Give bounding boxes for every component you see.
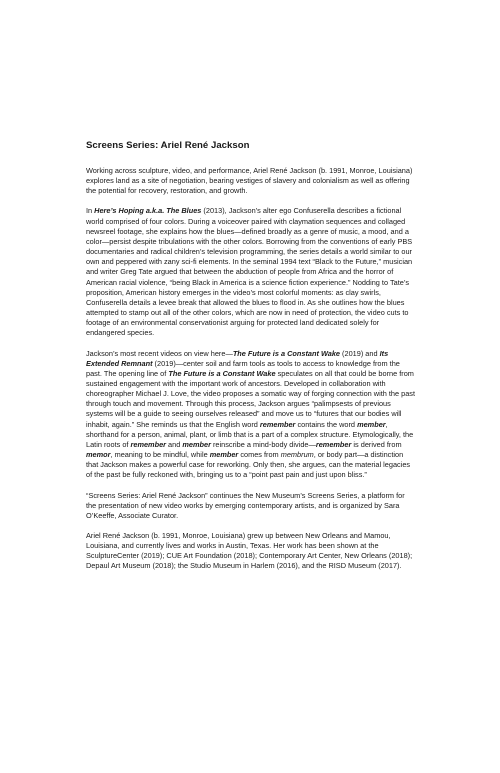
paragraph-recent-videos [86,349,416,481]
work-title: The Future is a Constant Wake [168,368,276,378]
text-run: In [86,206,95,216]
emphasized-word: membrum [280,450,314,460]
text-run: (2013), Jackson’s alter ego Confuserella describes a fictional world comprised of four colors. During a voiceover paired with claymation sequences and collaged newsreel footage, she explains how the blues—defined broadly as a genre of music, a mood, and a color—persist despite tribulations with the other colors. Borrowing from the conventions of early PBS documentaries and radical children’s television programming, the series details a world similar to our own and peppered with zany sci-fi elements. In the seminal 1994 text “Black to the Future,” musician and writer Greg Tate argued that between the abduction of people from Africa and the horror of American racial violence, “being Black in America is a science fiction experience.” Nodding to Tate’s proposition, American history emerges in the video’s most colorful moments: as clay swirls, Confuserella details a levee break that allowed the blues to flood in. As she outlines how the blues attempted to stamp out all of the other colors, which are now in need of protection, the video cuts to footage of an environmental conservationist arguing for protected land dedicated solely for endangered species. [86,206,413,338]
emphasized-word: remember [130,439,167,449]
text-run: (2019) and [340,348,380,358]
text-run: comes from [238,450,281,460]
emphasized-word: member [209,450,239,460]
text-run: reinscribe a mind-body divide— [210,439,316,449]
document-title: Screens Series: Ariel René Jackson [86,140,250,151]
emphasized-word: remember [315,439,352,449]
text-run: , or body part—a distinction that Jackson makes a powerful case for reworking. Only then, she argues, can the material legacies of the past be fully reckoned with, bringing us to a “point past pain and just upon bliss.” [86,450,411,480]
text-run: and [166,439,183,449]
work-title: The Future is a Constant Wake [232,348,340,358]
work-title: Here’s Hoping a.k.a. The Blues [94,206,202,216]
text-run: (2019)—center soil and farm tools as tools to access to knowledge from the past. The opening line of [86,358,400,378]
text-run: is derived from [351,439,402,449]
text-run: , shorthand for a person, animal, plant, or limb that is a part of a complex structure. Etymologically, the Latin roots of [86,419,414,449]
paragraph-blues [86,206,416,338]
emphasized-word: remember [259,419,296,429]
text-run: contains the word [295,419,358,429]
emphasized-word: member [357,419,386,429]
document-body [86,166,416,582]
work-title: Its Extended Remnant [86,348,389,368]
emphasized-word: member [182,439,211,449]
text-run: speculates on all that could be borne from sustained engagement with the important work of ancestors. Developed in collaboration with choreographer Michael J. Love, the video proposes a somatic way of forging connection with the past through touch and movement. Through this process, Jackson argues “palimpsests of previous systems will be a guide to seeing ourselves released” and move us to “futures that our bodies will inhabit, again.” She reminds us that the English word [86,368,416,429]
paragraph-intro: Working across sculpture, video, and performance, Ariel René Jackson (b. 1991, Monroe, Louisiana) explores land as a site of negotiation, bearing vestiges of slavery and colonialism as well as offering the potential for recovery, restoration, and growth. [86,166,413,196]
paragraph-bio: Ariel René Jackson (b. 1991, Monroe, Louisiana) grew up between New Orleans and Mamou, Louisiana, and currently lives and works in Austin, Texas. Her work has been shown at the SculptureCenter (2019); CUE Art Foundation (2018); Contemporary Art Center, New Orleans (2018); Depaul Art Museum (2018); the Studio Museum in Harlem (2016), and the RISD Museum (2017). [86,531,413,571]
text-run: Jackson’s most recent videos on view here— [86,348,233,358]
emphasized-word: memor [86,450,111,460]
text-run: , meaning to be mindful, while [110,450,210,460]
paragraph-series-info: “Screens Series: Ariel René Jackson” continues the New Museum’s Screens Series, a platform for the presentation of new video works by emerging contemporary artists, and is organized by Sara O’Keeffe, Associate Curator. [86,490,405,520]
